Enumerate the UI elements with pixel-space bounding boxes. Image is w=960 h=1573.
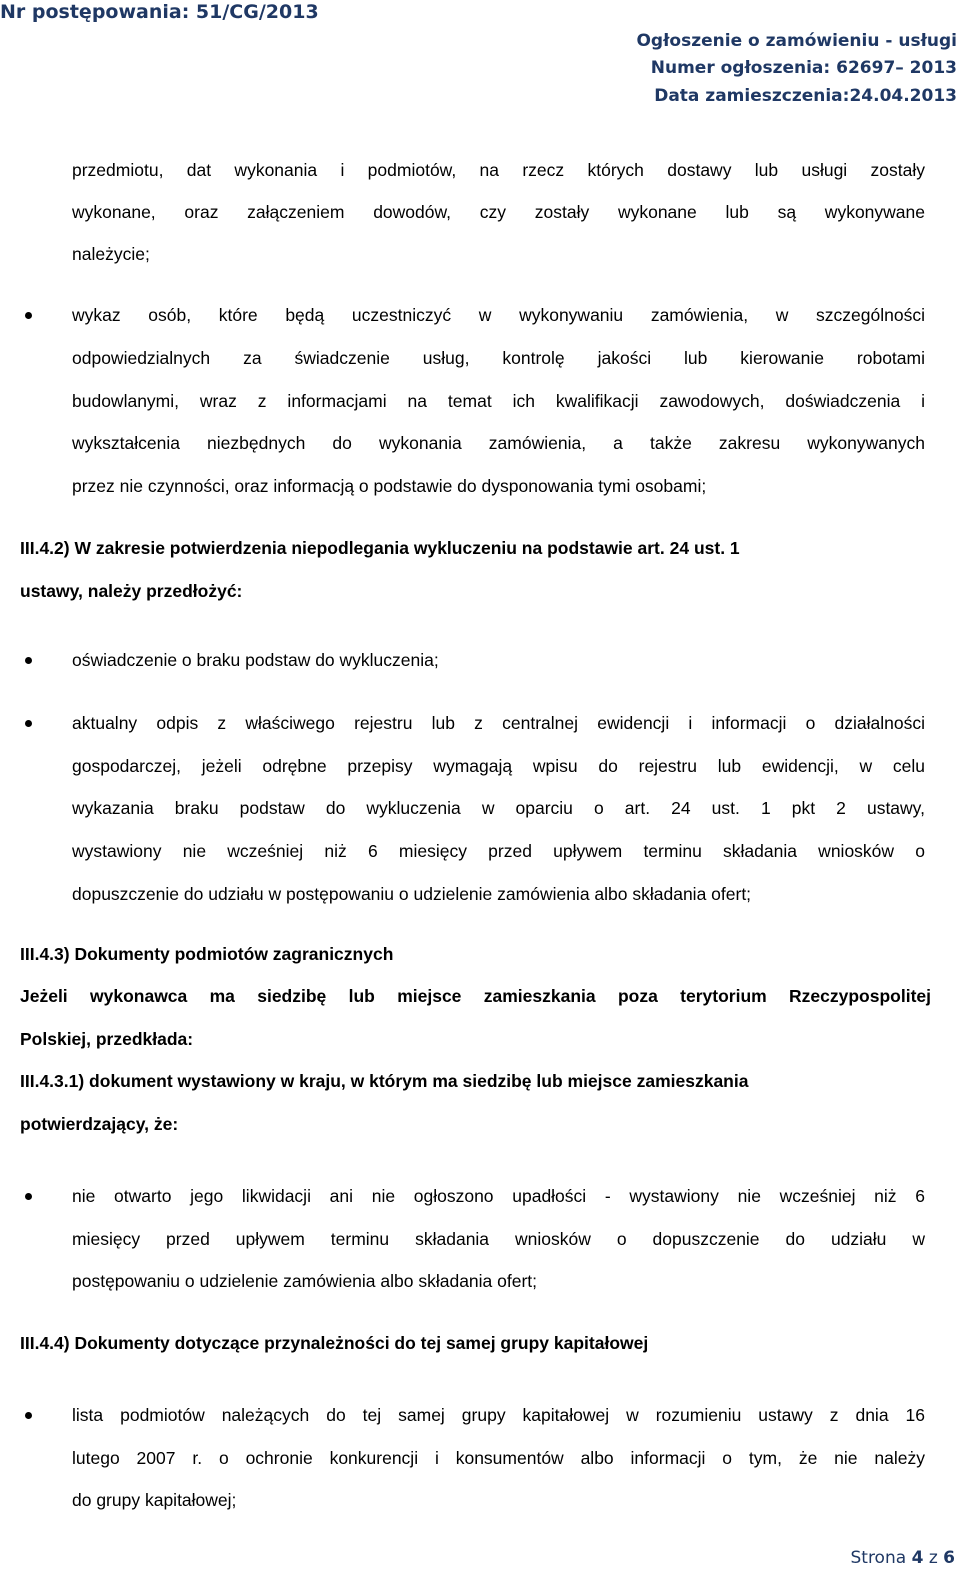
- capital-group-line: lutego 2007 r. o ochronie konkurencji i konsumentów albo informacji o tym, że nie należy: [72, 1448, 925, 1468]
- case-number: Nr postępowania: 51/CG/2013: [0, 1, 319, 23]
- section-heading-342: III.4.2) W zakresie potwierdzenia niepodlegania wykluczeniu na podstawie art. 24 ust. 1: [20, 538, 740, 558]
- page-number: [850, 1548, 955, 1568]
- notice-type: Ogłoszenie o zamówieniu - usługi: [636, 31, 957, 51]
- continuation-line: należycie;: [72, 244, 150, 264]
- page-current: 4: [911, 1548, 924, 1568]
- persons-line: odpowiedzialnych za świadczenie usług, kontrolę jakości lub kierowanie robotami: [72, 348, 925, 368]
- capital-group-line: lista podmiotów należących do tej samej grupy kapitałowej w rozumieniu ustawy z dnia 16: [72, 1405, 925, 1425]
- liquidation-line: miesięcy przed upływem terminu składania wniosków o dopuszczenie do udziału w: [72, 1229, 925, 1249]
- persons-line: wykształcenia niezbędnych do wykonania zamówienia, a także zakresu wykonywanych: [72, 433, 925, 453]
- liquidation-line: postępowaniu o udzielenie zamówienia albo składania ofert;: [72, 1271, 538, 1291]
- bullet-icon: [25, 657, 32, 664]
- page-word: Strona: [850, 1548, 907, 1568]
- bullet-icon: [25, 1412, 32, 1419]
- continuation-line: przedmiotu, dat wykonania i podmiotów, na rzecz których dostawy lub usługi zostały: [72, 160, 925, 180]
- register-extract-line: wykazania braku podstaw do wykluczenia w oparciu o art. 24 ust. 1 pkt 2 ustawy,: [72, 798, 925, 818]
- foreign-intro-line: Jeżeli wykonawca ma siedzibę lub miejsce zamieszkania poza terytorium Rzeczypospolitej: [20, 986, 931, 1006]
- section-heading-343: III.4.3) Dokumenty podmiotów zagranicznych: [20, 944, 394, 964]
- persons-line: wykaz osób, które będą uczestniczyć w wykonywaniu zamówienia, w szczególności: [72, 305, 925, 325]
- register-extract-line: gospodarczej, jeżeli odrębne przepisy wymagają wpisu do rejestru lub ewidencji, w celu: [72, 756, 925, 776]
- notice-number: Numer ogłoszenia: 62697– 2013: [650, 58, 957, 78]
- foreign-intro-line: Polskiej, przedkłada:: [20, 1029, 194, 1049]
- section-heading-344: III.4.4) Dokumenty dotyczące przynależności do tej samej grupy kapitałowej: [20, 1333, 649, 1353]
- no-exclusion-statement: oświadczenie o braku podstaw do wykluczenia;: [72, 650, 439, 670]
- continuation-line: wykonane, oraz załączeniem dowodów, czy zostały wykonane lub są wykonywane: [72, 202, 925, 222]
- register-extract-line: dopuszczenie do udziału w postępowaniu o udzielenie zamówienia albo składania ofert;: [72, 884, 752, 904]
- section-heading-3431: III.4.3.1) dokument wystawiony w kraju, w którym ma siedzibę lub miejsce zamieszkania: [20, 1071, 749, 1091]
- persons-line: przez nie czynności, oraz informacją o podstawie do dysponowania tymi osobami;: [72, 476, 707, 496]
- bullet-icon: [25, 1193, 32, 1200]
- publish-date: Data zamieszczenia:24.04.2013: [654, 86, 957, 106]
- register-extract-line: wystawiony nie wcześniej niż 6 miesięcy przed upływem terminu składania wniosków o: [72, 841, 925, 861]
- register-extract-line: aktualny odpis z właściwego rejestru lub z centralnej ewidencji i informacji o działalności: [72, 713, 925, 733]
- capital-group-line: do grupy kapitałowej;: [72, 1490, 237, 1510]
- persons-line: budowlanymi, wraz z informacjami na temat ich kwalifikacji zawodowych, doświadczenia i: [72, 391, 925, 411]
- page-of: z: [928, 1548, 938, 1568]
- section-heading-342: ustawy, należy przedłożyć:: [20, 581, 243, 601]
- bullet-icon: [25, 720, 32, 727]
- liquidation-line: nie otwarto jego likwidacji ani nie ogłoszono upadłości - wystawiony nie wcześniej niż 6: [72, 1186, 925, 1206]
- section-heading-3431: potwierdzający, że:: [20, 1114, 179, 1134]
- bullet-icon: [25, 312, 32, 319]
- page-total: 6: [943, 1548, 955, 1568]
